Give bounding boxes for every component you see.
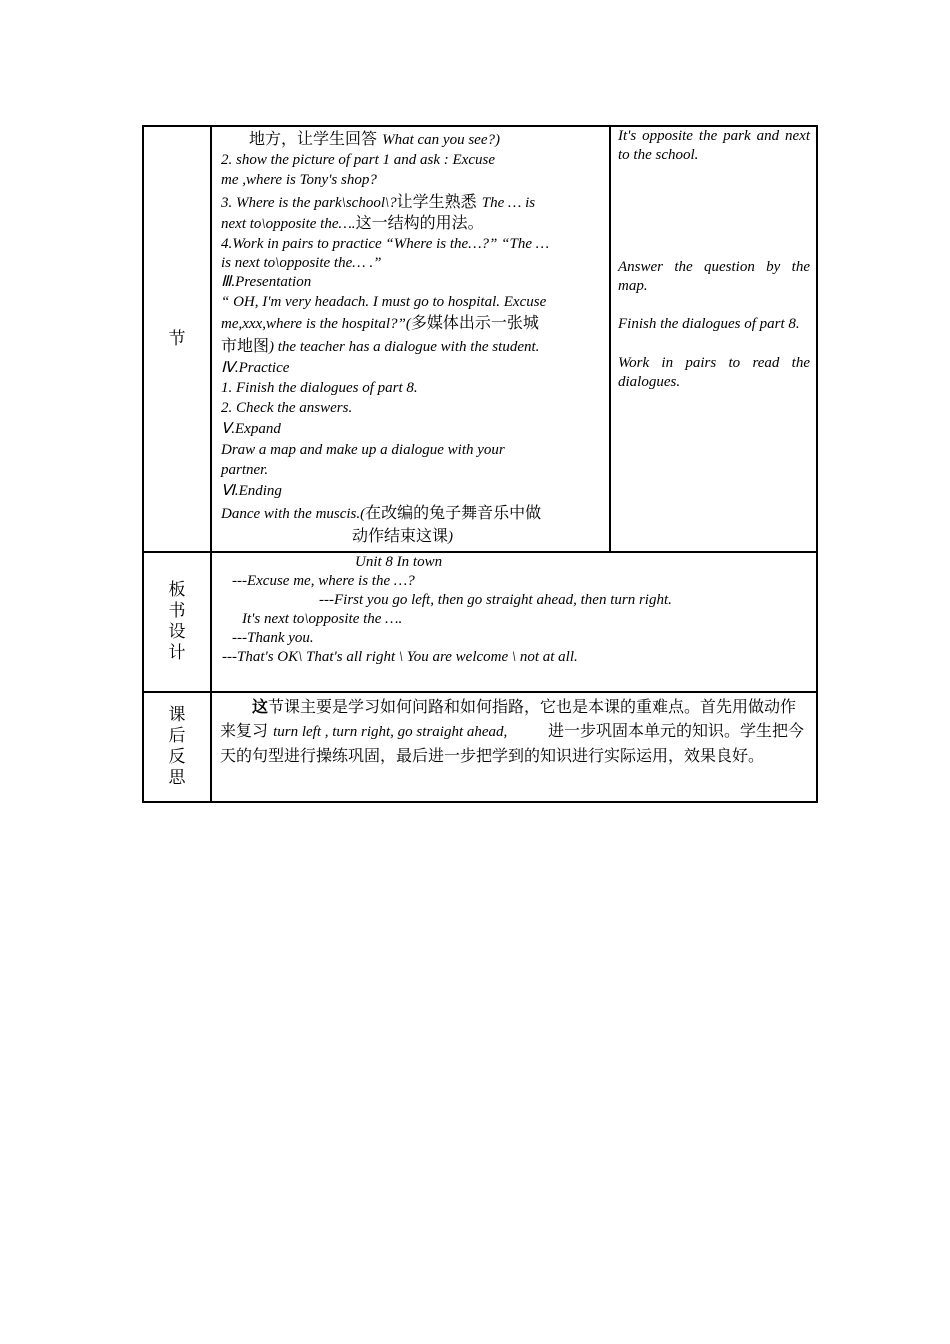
board-title: Unit 8 In town	[355, 554, 443, 570]
board-line: ---Thank you.	[232, 630, 314, 646]
procedure-label-cell	[143, 126, 211, 552]
procedure-line: 4.Work in pairs to practice “Where is the…?” “The …	[221, 236, 550, 252]
procedure-row	[143, 126, 817, 552]
procedure-label: 节	[168, 328, 186, 349]
reflection-label-cell	[143, 692, 211, 802]
procedure-line: 动作结束这课)	[352, 526, 454, 545]
section-heading-expand: Ⅴ.Expand	[221, 421, 281, 437]
section-heading-presentation: Ⅲ.Presentation	[221, 274, 312, 290]
reflection-text: 这节课主要是学习如何问路和如何指路，它也是本课的重难点。首先用做动作来复习 turn left , turn right, go straight ahead, 进一步巩固本单元的知识。学生把今天的句型进行操练巩固，最后进一步把学到的知识进行实际运用，效果良好。	[220, 697, 804, 765]
board-line: ---That's OK\ That's all right \ You are welcome \ not at all.	[222, 649, 578, 665]
procedure-line: 3. Where is the park\school\?让学生熟悉 The … is	[221, 192, 536, 211]
section-heading-ending: Ⅵ.Ending	[221, 483, 282, 499]
procedure-line: 2. show the picture of part 1 and ask : Excuse	[221, 152, 495, 168]
procedure-line: “ OH, I'm very headach. I must go to hospital. Excuse	[221, 294, 547, 310]
procedure-line: 地方，让学生回答 What can you see?)	[249, 129, 500, 148]
procedure-line: me,xxx,where is the hospital?”(多媒体出示一张城	[221, 313, 539, 332]
procedure-line: 市地图) the teacher has a dialogue with the student.	[221, 336, 540, 355]
board-label-cell	[143, 552, 211, 692]
side-note: Finish the dialogues of part 8.	[618, 316, 800, 332]
board-cell	[211, 552, 817, 692]
procedure-main-cell	[211, 126, 610, 552]
section-heading-practice: Ⅳ.Practice	[221, 360, 290, 376]
procedure-line: Dance with the muscis.(在改编的兔子舞音乐中做	[221, 503, 542, 522]
procedure-side-cell	[610, 126, 817, 552]
practice-item: 1. Finish the dialogues of part 8.	[221, 380, 418, 396]
side-note: Answer the question by the map.	[618, 259, 810, 294]
side-note: Work in pairs to read the dialogues.	[618, 355, 810, 390]
board-line: ---Excuse me, where is the …?	[232, 573, 415, 589]
lesson-plan-table	[142, 125, 818, 803]
reflection-cell	[211, 692, 817, 802]
procedure-line: partner.	[221, 462, 269, 478]
board-label: 板书设计	[168, 580, 186, 663]
procedure-line: Draw a map and make up a dialogue with your	[221, 442, 505, 458]
practice-item: 2. Check the answers.	[221, 400, 353, 416]
procedure-line: me ,where is Tony's shop?	[221, 172, 377, 188]
reflection-row	[143, 692, 817, 802]
procedure-line: next to\opposite the….这一结构的用法。	[221, 213, 484, 232]
reflection-label: 课后反思	[168, 705, 186, 788]
board-row	[143, 552, 817, 692]
board-line: ---First you go left, then go straight ahead, then turn right.	[319, 592, 672, 608]
procedure-line: is next to\opposite the… .”	[221, 255, 382, 271]
board-line: It's next to\opposite the ….	[242, 611, 403, 627]
side-note: It's opposite the park and next to the school.	[618, 128, 810, 163]
